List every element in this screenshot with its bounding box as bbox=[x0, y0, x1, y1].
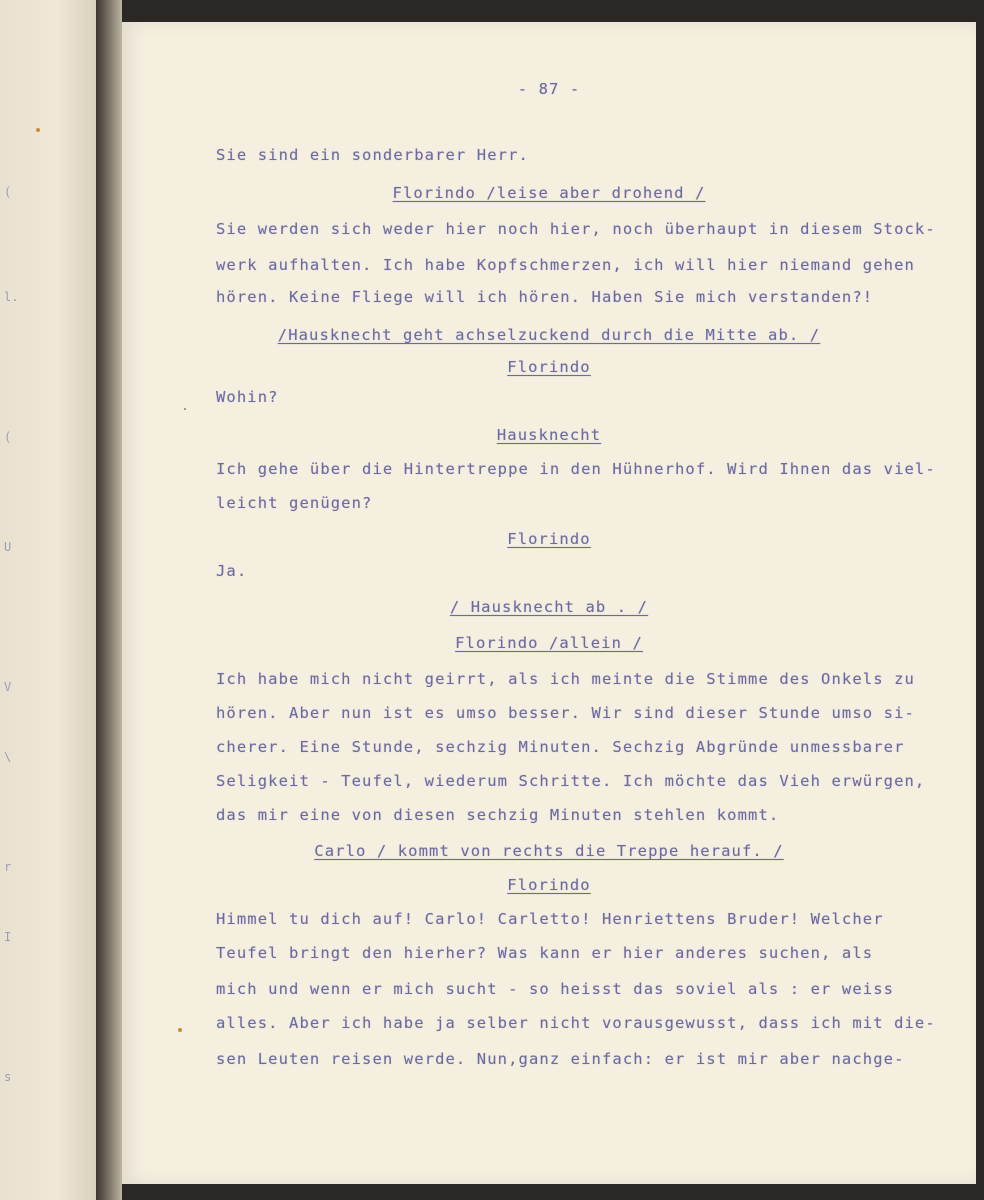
stage-direction: Carlo / kommt von rechts die Treppe herauf. / bbox=[314, 842, 784, 860]
text-line: Ja. bbox=[216, 562, 248, 580]
text-line: sen Leuten reisen werde. Nun,ganz einfach: er ist mir aber nachge- bbox=[216, 1050, 905, 1068]
stage-direction: Florindo /leise aber drohend / bbox=[392, 184, 706, 202]
ink-speck bbox=[178, 1028, 182, 1032]
page-number: - 87 - bbox=[517, 80, 581, 98]
text-line: Teufel bringt den hierher? Was kann er hier anderes suchen, als bbox=[216, 944, 874, 962]
stage-direction: /Hausknecht geht achselzuckend durch die Mitte ab. / bbox=[277, 326, 821, 344]
book-gutter bbox=[96, 0, 122, 1200]
speaker-name: Hausknecht bbox=[496, 426, 602, 444]
stage-direction: / Hausknecht ab . / bbox=[449, 598, 649, 616]
speaker-name: Florindo /allein / bbox=[455, 634, 643, 652]
text-line: Wohin? bbox=[216, 388, 279, 406]
text-line: Sie werden sich weder hier noch hier, noch überhaupt in diesem Stock- bbox=[216, 220, 936, 238]
text-line: Seligkeit - Teufel, wiederum Schritte. Ich möchte das Vieh erwürgen, bbox=[216, 772, 926, 790]
text-line: Ich gehe über die Hintertreppe in den Hühnerhof. Wird Ihnen das viel- bbox=[216, 460, 936, 478]
facing-page-marks: ( l. ( U V \ r I s bbox=[4, 185, 19, 1084]
text-line: Sie sind ein sonderbarer Herr. bbox=[216, 146, 529, 164]
text-line: mich und wenn er mich sucht - so heisst das soviel als : er weiss bbox=[216, 980, 895, 998]
speaker-name: Florindo bbox=[507, 530, 591, 548]
text-line: hören. Aber nun ist es umso besser. Wir sind dieser Stunde umso si- bbox=[216, 704, 915, 722]
text-line: das mir eine von diesen sechzig Minuten stehlen kommt. bbox=[216, 806, 780, 824]
text-line: Himmel tu dich auf! Carlo! Carletto! Henriettens Bruder! Welcher bbox=[216, 910, 884, 928]
text-line: hören. Keine Fliege will ich hören. Haben Sie mich verstanden?! bbox=[216, 288, 874, 306]
typescript-page bbox=[122, 22, 976, 1184]
text-line: Ich habe mich nicht geirrt, als ich meinte die Stimme des Onkels zu bbox=[216, 670, 915, 688]
ink-speck bbox=[36, 128, 40, 132]
speaker-name: Florindo bbox=[507, 876, 591, 894]
facing-page-edge bbox=[0, 0, 96, 1200]
text-line: alles. Aber ich habe ja selber nicht vorausgewusst, dass ich mit die- bbox=[216, 1014, 936, 1032]
ink-speck bbox=[184, 408, 186, 410]
speaker-name: Florindo bbox=[507, 358, 591, 376]
text-line: leicht genügen? bbox=[216, 494, 373, 512]
text-line: werk aufhalten. Ich habe Kopfschmerzen, ich will hier niemand gehen bbox=[216, 256, 915, 274]
text-line: cherer. Eine Stunde, sechzig Minuten. Sechzig Abgründe unmessbarer bbox=[216, 738, 905, 756]
